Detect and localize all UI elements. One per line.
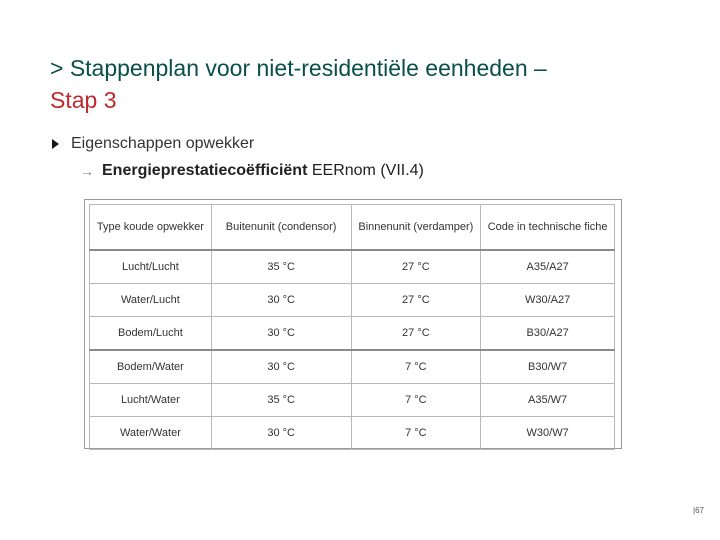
- table-cell: 30 °C: [211, 350, 351, 384]
- table-cell: Bodem/Lucht: [90, 317, 212, 351]
- table-cell: W30/W7: [481, 417, 615, 450]
- table-header-cell: Type koude opwekker: [90, 205, 212, 251]
- table-cell: 27 °C: [351, 284, 481, 317]
- table-header-cell: Code in technische fiche: [481, 205, 615, 251]
- table-cell: 7 °C: [351, 384, 481, 417]
- table-cell: A35/A27: [481, 250, 615, 284]
- sub-bullet-rest: EERnom (VII.4): [307, 162, 424, 179]
- table-header-cell: Buitenunit (condensor): [211, 205, 351, 251]
- table-cell: B30/A27: [481, 317, 615, 351]
- table-row: [90, 250, 615, 284]
- table-cell: 30 °C: [211, 317, 351, 351]
- page-number: |67: [693, 506, 704, 515]
- table-row: [90, 417, 615, 450]
- table-cell: 7 °C: [351, 350, 481, 384]
- bullet-triangle-icon: [52, 139, 59, 149]
- table-row: [90, 317, 615, 351]
- table-cell: 35 °C: [211, 384, 351, 417]
- table-row: [90, 384, 615, 417]
- table-cell: 30 °C: [211, 284, 351, 317]
- bullet-item: [52, 134, 254, 154]
- table-header-cell: Binnenunit (verdamper): [351, 205, 481, 251]
- sub-bullet-item: [80, 160, 424, 182]
- table-cell: 35 °C: [211, 250, 351, 284]
- table-cell: 7 °C: [351, 417, 481, 450]
- table-cell: 27 °C: [351, 250, 481, 284]
- table-row: [90, 284, 615, 317]
- table-cell: W30/A27: [481, 284, 615, 317]
- cooling-generator-table: [89, 204, 615, 450]
- arrow-right-icon: →: [80, 163, 94, 179]
- slide-title-line2: Stap 3: [50, 87, 117, 113]
- table-cell: Water/Water: [90, 417, 212, 450]
- table-header-row: [90, 205, 615, 251]
- table-cell: Lucht/Lucht: [90, 250, 212, 284]
- table-cell: Lucht/Water: [90, 384, 212, 417]
- table-cell: Bodem/Water: [90, 350, 212, 384]
- slide-title: [50, 52, 700, 116]
- table-image-frame: [84, 199, 622, 449]
- table-cell: 27 °C: [351, 317, 481, 351]
- sub-bullet-bold: Energieprestatiecoëfficiënt: [102, 162, 308, 179]
- slide-title-line1: > Stappenplan voor niet-residentiële eenheden –: [50, 55, 547, 81]
- table-row: [90, 350, 615, 384]
- table-cell: Water/Lucht: [90, 284, 212, 317]
- table-cell: A35/W7: [481, 384, 615, 417]
- bullet-text: Eigenschappen opwekker: [71, 135, 255, 152]
- table-cell: B30/W7: [481, 350, 615, 384]
- table-cell: 30 °C: [211, 417, 351, 450]
